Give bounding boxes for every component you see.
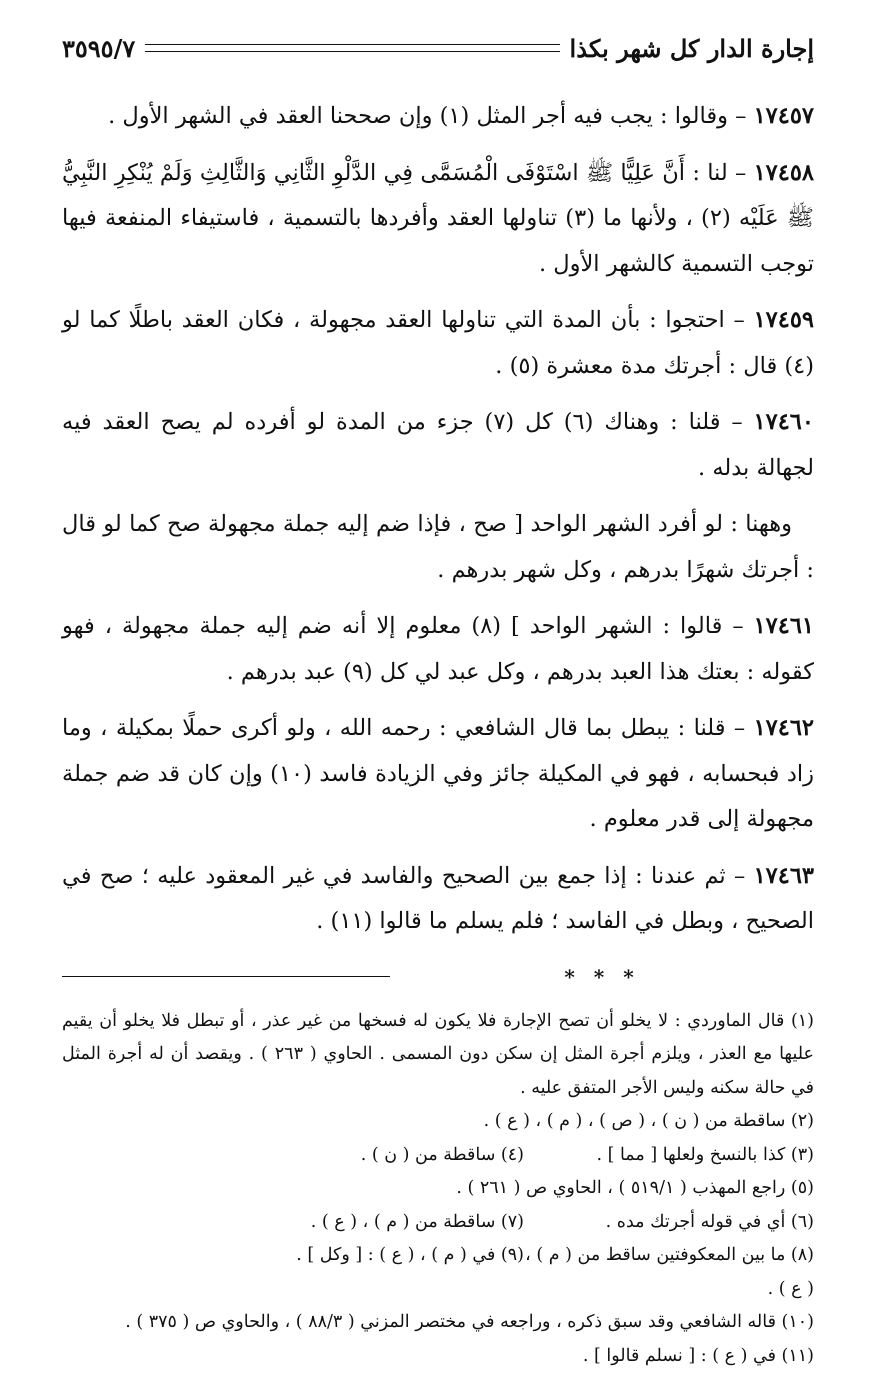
issue-number: ١٧٤٥٩	[754, 307, 814, 333]
paragraph-17461	[62, 604, 814, 695]
footnote-separator	[62, 957, 814, 997]
footnote-11: (١١) في ( ع ) : [ نسلم قالوا ] .	[62, 1340, 814, 1373]
footnote-rule	[62, 976, 390, 977]
paragraph-17458	[62, 151, 814, 288]
issue-number: ١٧٤٦٢	[754, 715, 814, 741]
header-title: إجارة الدار كل شهر بكذا	[570, 34, 814, 63]
footnote-row	[62, 1206, 814, 1240]
footnote-7: (٧) ساقطة من ( م ) ، ( ع ) .	[311, 1206, 524, 1240]
footnote-8: (٨) ما بين المعكوفتين ساقط من ( م ) ، ( ع ) .	[524, 1239, 814, 1306]
paragraph-text: – وقالوا : يجب فيه أجر المثل (١) وإن صححنا العقد في الشهر الأول .	[108, 103, 746, 129]
footnote-6: (٦) أي في قوله أجرتك مده .	[524, 1206, 814, 1240]
footnote-1: (١) قال الماوردي : لا يخلو أن تصح الإجارة فلا يكون له فسخها من غير عذر ، أو تبطل فلا يخلو أن يقيم عليها مع العذر ، ويلزم أجرة المثل إن سكن دون المسمى . الحاوي ( ٢٦٣ ) . ويقصد أن له أجرة المثل في حالة سكنه وليس الأجر المتفق عليه .	[62, 1005, 814, 1106]
paragraph-text: وههنا : لو أفرد الشهر الواحد [ صح ، فإذا ضم إليه جملة مجهولة صح كما لو قال : أجرتك شهرًا بدرهم ، وكل شهر بدرهم .	[62, 511, 814, 583]
paragraph-text: – ثم عندنا : إذا جمع بين الصحيح والفاسد في غير المعقود عليه ؛ صح في الصحيح ، وبطل في الفاسد ؛ فلم يسلم ما قالوا (١١) .	[62, 863, 814, 935]
paragraph-continuation	[62, 502, 814, 593]
footnote-10: (١٠) قاله الشافعي وقد سبق ذكره ، وراجعه في مختصر المزني ( ٨٨/٣ ) ، والحاوي ص ( ٣٧٥ ) .	[62, 1306, 814, 1340]
issue-number: ١٧٤٦٣	[754, 863, 814, 889]
paragraph-17459	[62, 298, 814, 389]
footnote-4: (٤) ساقطة من ( ن ) .	[361, 1139, 524, 1173]
paragraph-text: – قلنا : وهناك (٦) كل (٧) جزء من المدة لو أفرده لم يصح العقد فيه لجهالة بدله .	[62, 409, 814, 481]
issue-number: ١٧٤٦١	[754, 613, 814, 639]
paragraph-text: – احتجوا : بأن المدة التي تناولها العقد مجهولة ، فكان العقد باطلًا كما لو (٤) قال : أجرتك مدة معشرة (٥) .	[62, 307, 814, 379]
page-number: ٣٥٩٥/٧	[62, 34, 135, 63]
paragraph-17462	[62, 706, 814, 843]
issue-number: ١٧٤٥٧	[754, 103, 814, 129]
paragraph-17463	[62, 854, 814, 945]
footnotes	[62, 1005, 814, 1373]
footnote-3: (٣) كذا بالنسخ ولعلها [ مما ] .	[524, 1139, 814, 1173]
footnote-2: (٢) ساقطة من ( ن ) ، ( ص ) ، ( م ) ، ( ع ) .	[62, 1105, 814, 1139]
issue-number: ١٧٤٦٠	[754, 409, 814, 435]
footnote-row	[62, 1239, 814, 1306]
header-rule	[145, 44, 559, 52]
section-stars: * * *	[390, 965, 814, 989]
running-header	[62, 22, 814, 74]
main-text	[62, 94, 814, 945]
paragraph-17460	[62, 400, 814, 491]
paragraph-text: – قلنا : يبطل بما قال الشافعي : رحمه الله ، ولو أكرى حملًا بمكيلة ، وما زاد فبحسابه ، فهو في المكيلة جائز وفي الزيادة فاسد (١٠) وإن كان قد ضم جملة مجهولة إلى قدر معلوم .	[62, 715, 814, 832]
footnote-5: (٥) راجع المهذب ( ٥١٩/١ ) ، الحاوي ص ( ٢٦١ ) .	[62, 1172, 814, 1206]
footnote-row	[62, 1139, 814, 1173]
paragraph-17457	[62, 94, 814, 140]
issue-number: ١٧٤٥٨	[754, 160, 814, 186]
paragraph-text: – لنا : أَنَّ عَلِيًّا ﷺ اسْتَوْفَى الْمُسَمَّى فِي الدَّلْوِ الثَّانِي وَالثَّالِثِ وَلَمْ يُنْكِرِ النَّبِيُّ ﷺ عَلَيْه (٢) ، ولأنها ما (٣) تناولها العقد وأفردها بالتسمية ، فاستيفاء المنفعة فيها توجب التسمية كالشهر الأول .	[62, 160, 814, 277]
page	[62, 22, 814, 1373]
paragraph-text: – قالوا : الشهر الواحد ] (٨) معلوم إلا أنه ضم إليه جملة مجهولة ، فهو كقوله : بعتك هذا العبد بدرهم ، وكل عبد لي كل (٩) عبد بدرهم .	[62, 613, 814, 685]
footnote-9: (٩) في ( م ) ، ( ع ) : [ وكل ] .	[296, 1239, 524, 1306]
